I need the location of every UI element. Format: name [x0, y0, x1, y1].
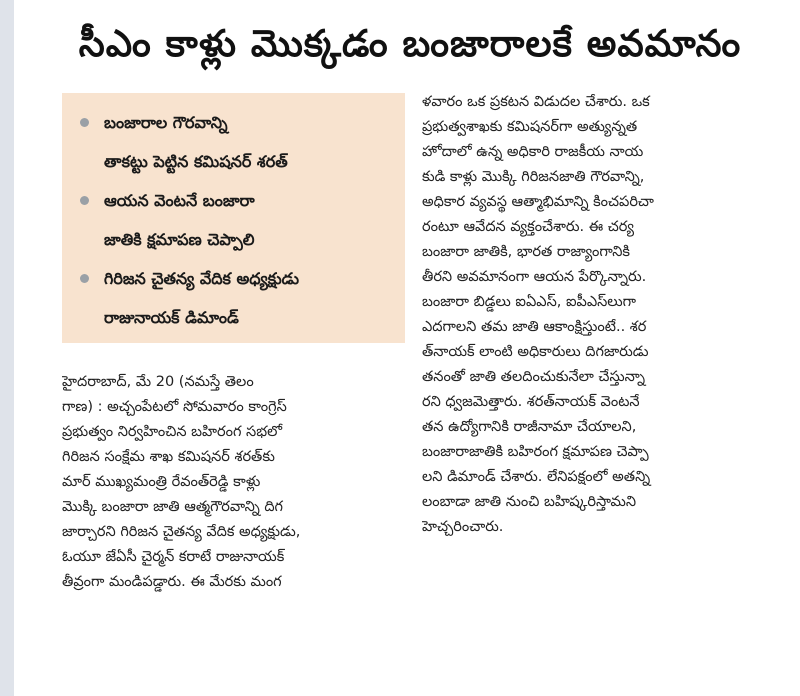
highlight-text: తాకట్టు పెట్టిన కమిషనర్ శరత్ [104, 152, 288, 171]
body-line: తీవ్రంగా మండిపడ్డారు. ఈ మేరకు మంగ [62, 574, 282, 590]
body-line: ళవారం ఒక ప్రకటన విడుదల చేశారు. ఒక [422, 94, 650, 110]
highlight-text: రాజునాయక్ డిమాండ్ [104, 308, 239, 327]
body-line: హెచ్చరించారు. [422, 519, 504, 535]
highlight-text: గిరిజన చైతన్య వేదిక అధ్యక్షుడు [104, 269, 300, 288]
body-line: బంజారా బిడ్డలు ఐఏఎస్, ఐపీఎస్‌లుగా [422, 294, 636, 310]
body-line: కుడి కాళ్లు మొక్కి గిరిజనజాతి గౌరవాన్ని, [422, 169, 645, 185]
body-line: బంజారా జాతికి, భారత రాజ్యాంగానికి [422, 244, 630, 260]
body-line: తనంతో జాతి తలదించుకునేలా చేస్తున్నా [422, 369, 646, 385]
highlight-line [80, 298, 395, 337]
body-line: హైదరాబాద్, మే 20 (నమస్తే తెలం [62, 374, 254, 390]
bullet-icon [80, 274, 89, 283]
body-line: తీరని అవమానంగా ఆయన పేర్కొన్నారు. [422, 269, 647, 285]
body-line: లంబాడా జాతి నుంచి బహిష్కరిస్తామని [422, 494, 637, 510]
body-line: తన ఉద్యోగానికి రాజీనామా చేయాలని, [422, 419, 637, 435]
body-line: జార్చారని గిరిజన చైతన్య వేదిక అధ్యక్షుడు, [62, 524, 301, 540]
bullet-icon [80, 196, 89, 205]
body-line: రంటూ ఆవేదన వ్యక్తంచేశారు. ఈ చర్య [422, 219, 634, 235]
body-line: బంజారాజాతికి బహిరంగ క్షమాపణ చెప్పా [422, 444, 649, 460]
highlight-text: జాతికి క్షమాపణ చెప్పాలి [104, 230, 255, 249]
body-line: హోదాలో ఉన్న అధికారి రాజకీయ నాయ [422, 144, 644, 160]
highlight-line [80, 220, 395, 259]
article-headline: సీఎం కాళ్లు మొక్కడం బంజారాలకే అవమానం [78, 22, 742, 65]
body-line: త్‌నాయక్ లాంటి అధికారులు దిగజారుడు [422, 344, 649, 360]
body-line: మొక్కి బంజారా జాతి ఆత్మగౌరవాన్ని దిగ [62, 499, 284, 515]
body-column-left [62, 370, 414, 670]
body-line: ప్రభుత్వం నిర్వహించిన బహిరంగ సభలో [62, 424, 283, 440]
body-line: ఓయూ జేఏసీ చైర్మన్ కరాటే రాజునాయక్ [62, 549, 285, 565]
highlight-line [80, 181, 395, 220]
highlights-box [62, 93, 405, 343]
highlight-text: బంజారాల గౌరవాన్ని [104, 113, 228, 132]
body-line: ప్రభుత్వశాఖకు కమిషనర్‌గా అత్యున్నత [422, 119, 638, 135]
highlight-line [80, 259, 395, 298]
highlight-line [80, 103, 395, 142]
body-line: అధికార వ్యవస్థ ఆత్మాభిమాన్ని కించపరిచా [422, 194, 654, 210]
body-line: గిరిజన సంక్షేమ శాఖ కమిషనర్ శరత్‌కు [62, 449, 275, 465]
body-line: లని డిమాండ్ చేశారు. లేనిపక్షంలో అతన్ని [422, 469, 651, 485]
margin-strip [0, 0, 14, 696]
highlight-text: ఆయన వెంటనే బంజారా [104, 191, 255, 210]
body-line: గాణ) : అచ్చంపేటలో సోమవారం కాంగ్రెస్ [62, 399, 287, 415]
highlight-line [80, 142, 395, 181]
bullet-icon [80, 118, 89, 127]
body-column-right [422, 90, 787, 670]
body-line: మార్ ముఖ్యమంత్రి రేవంత్‌రెడ్డి కాళ్లు [62, 474, 261, 490]
body-line: ఎదగాలని తమ జాతి ఆకాంక్షిస్తుంటే.. శర [422, 319, 647, 335]
body-line: రని ధ్వజమెత్తారు. శరత్‌నాయక్ వెంటనే [422, 394, 640, 410]
